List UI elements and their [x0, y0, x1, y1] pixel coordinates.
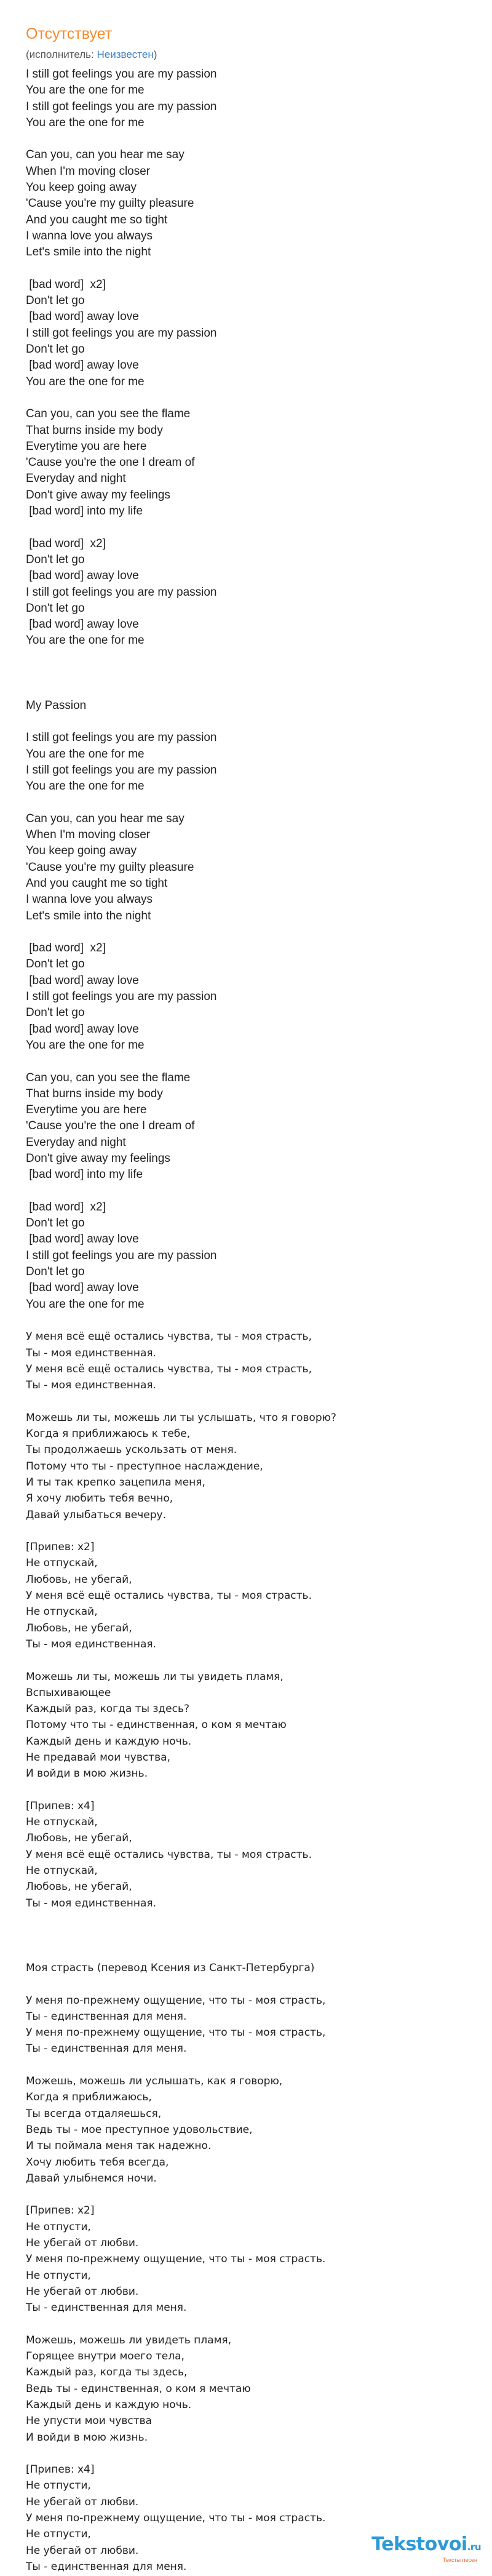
lyrics-stanza: [26, 940, 466, 1054]
lyric-line: You are the one for me: [26, 375, 145, 388]
lyric-line: Let's smile into the night: [26, 909, 151, 922]
lyric-line: You are the one for me: [26, 84, 145, 97]
lyric-line: У меня по-прежнему ощущение, что ты - моя страсть,: [26, 2026, 326, 2039]
lyric-line: У меня всё ещё остались чувства, ты - моя страсть,: [26, 1362, 312, 1375]
lyric-line: Потому что ты - единственная, о ком я мечтаю: [26, 1719, 287, 1732]
lyric-line: Let's smile into the night: [26, 246, 151, 259]
lyric-line: [Припев: x2]: [26, 2204, 95, 2217]
lyric-line: Не убегай от любви.: [26, 2495, 139, 2508]
lyric-line: Don't let go: [26, 1265, 85, 1279]
lyric-line: Everyday and night: [26, 1135, 126, 1149]
lyric-line: I still got feelings you are my passion: [26, 100, 217, 113]
lyric-line: Can you, can you see the flame: [26, 1071, 191, 1084]
lyric-line: I still got feelings you are my passion: [26, 68, 217, 81]
lyric-line: Ты - моя единственная.: [26, 1897, 156, 1910]
artist-line: [26, 48, 466, 62]
lyric-line: I wanna love you always: [26, 893, 153, 906]
lyric-line: You are the one for me: [26, 1297, 145, 1311]
lyric-line: Don't let go: [26, 343, 85, 356]
lyric-line: Don't give away my feelings: [26, 1152, 170, 1165]
lyric-line: You are the one for me: [26, 634, 145, 647]
lyric-line: [bad word] away love: [26, 974, 139, 987]
lyrics-stanza: [26, 1539, 466, 1652]
lyric-line: [Припев: x2]: [26, 1541, 95, 1554]
lyric-line: Горящее внутри моего тела,: [26, 2350, 184, 2363]
artist-prefix: (исполнитель:: [26, 49, 97, 60]
lyrics-body: [0, 66, 492, 2575]
lyric-line: Не отпускай,: [26, 1557, 98, 1570]
lyric-line: [bad word] away love: [26, 1281, 139, 1295]
lyric-line: Можешь ли ты, можешь ли ты увидеть пламя,: [26, 1670, 284, 1683]
lyric-line: И войди в мою жизнь.: [26, 1767, 148, 1780]
lyric-line: And you caught me so tight: [26, 213, 168, 226]
lyric-line: [bad word] away love: [26, 310, 139, 324]
lyric-line: That burns inside my body: [26, 1087, 163, 1100]
lyrics-stanza: [26, 1329, 466, 1393]
lyrics-section-second: [26, 730, 466, 1911]
lyric-line: Любовь, не убегай,: [26, 1832, 132, 1845]
logo-tagline: Тексты песен: [443, 2557, 477, 2563]
lyric-line: Ты продолжаешь ускользать от меня.: [26, 1444, 237, 1457]
lyric-line: [bad word] x2]: [26, 537, 106, 550]
lyrics-stanza: [26, 1199, 466, 1313]
lyric-line: У меня всё ещё остались чувства, ты - моя страсть.: [26, 1848, 312, 1861]
lyric-line: Потому что ты - преступное наслаждение,: [26, 1460, 263, 1473]
lyric-line: Не убегай от любви.: [26, 2237, 139, 2249]
lyric-line: И ты поймала меня так надежно.: [26, 2140, 212, 2153]
lyrics-stanza: [26, 66, 466, 131]
lyric-line: Everytime you are here: [26, 1103, 147, 1117]
lyrics-stanza: [26, 536, 466, 649]
lyric-line: Ты - моя единственная.: [26, 1638, 156, 1650]
lyric-line: When I'm moving closer: [26, 164, 151, 178]
lyric-line: Ты - единственная для меня.: [26, 2560, 187, 2573]
lyric-line: Ты - моя единственная.: [26, 1379, 156, 1392]
lyric-line: 'Cause you're the one I dream of: [26, 1119, 195, 1133]
lyric-line: Вспыхивающее: [26, 1686, 111, 1699]
lyric-line: Не отпускай,: [26, 1816, 98, 1829]
lyric-line: [bad word] into my life: [26, 505, 143, 518]
lyric-line: Любовь, не убегай,: [26, 1881, 132, 1894]
lyric-line: Ты всегда отдаляешься,: [26, 2107, 162, 2120]
lyric-line: Любовь, не убегай,: [26, 1573, 132, 1586]
lyrics-stanza: [26, 1669, 466, 1782]
lyric-line: Когда я приближаюсь,: [26, 2091, 152, 2104]
lyrics-stanza: [26, 1410, 466, 1523]
lyric-line: [bad word] away love: [26, 618, 139, 631]
lyric-line: И ты так крепко зацепила меня,: [26, 1476, 205, 1489]
lyrics-stanza: [26, 1993, 466, 2057]
lyric-line: Не убегай от любви.: [26, 2544, 139, 2557]
lyric-line: Каждый раз, когда ты здесь,: [26, 2366, 188, 2379]
lyric-line: Ведь ты - единственная, о ком я мечтаю: [26, 2382, 251, 2395]
lyrics-stanza: [26, 730, 466, 794]
lyrics-stanza: [26, 2073, 466, 2186]
lyric-line: У меня по-прежнему ощущение, что ты - моя страсть.: [26, 2512, 326, 2525]
lyric-line: Хочу любить тебя всегда,: [26, 2156, 169, 2169]
lyrics-section-original: [26, 66, 466, 649]
lyrics-stanza: [26, 811, 466, 924]
lyrics-stanza: [26, 2332, 466, 2446]
lyric-line: [bad word] x2]: [26, 278, 106, 291]
lyric-line: Когда я приближаюсь к тебе,: [26, 1428, 191, 1441]
lyric-line: [bad word] away love: [26, 1022, 139, 1036]
lyric-line: Давай улыбнемся ночи.: [26, 2172, 157, 2185]
lyric-line: Can you, can you hear me say: [26, 148, 184, 162]
third-section-title: Моя страсть (перевод Ксения из Санкт-Петербурга): [26, 1961, 315, 1974]
lyric-line: That burns inside my body: [26, 423, 163, 437]
lyric-line: 'Cause you're my guilty pleasure: [26, 197, 194, 210]
lyric-line: Can you, can you hear me say: [26, 812, 184, 825]
lyric-line: I still got feelings you are my passion: [26, 990, 217, 1004]
lyric-line: You are the one for me: [26, 116, 145, 129]
lyric-line: У меня по-прежнему ощущение, что ты - моя страсть.: [26, 2253, 326, 2266]
lyrics-stanza: [26, 147, 466, 260]
lyric-line: Не отпусти,: [26, 2220, 91, 2233]
lyric-line: You keep going away: [26, 181, 137, 194]
lyric-line: I still got feelings you are my passion: [26, 763, 217, 777]
lyric-line: Ты - единственная для меня.: [26, 2302, 187, 2314]
lyrics-stanza: [26, 277, 466, 390]
artist-suffix: ): [153, 49, 157, 60]
lyric-line: Каждый раз, когда ты здесь?: [26, 1703, 190, 1716]
lyric-line: Don't let go: [26, 1006, 85, 1020]
lyric-line: Не отпусти,: [26, 2528, 91, 2541]
song-title: Отсутствует: [26, 25, 113, 42]
lyric-line: Everyday and night: [26, 472, 126, 486]
lyrics-stanza: [26, 1070, 466, 1183]
lyric-line: You are the one for me: [26, 780, 145, 793]
lyric-line: Don't let go: [26, 958, 85, 971]
lyric-line: У меня по-прежнему ощущение, что ты - моя страсть,: [26, 1994, 326, 2007]
lyric-line: 'Cause you're the one I dream of: [26, 456, 195, 470]
lyric-line: Не отпусти,: [26, 2479, 91, 2492]
song-header: [0, 0, 492, 62]
lyric-line: Не отпускай,: [26, 1606, 98, 1618]
lyric-line: Любовь, не убегай,: [26, 1622, 132, 1634]
lyric-line: And you caught me so tight: [26, 876, 168, 890]
logo-name: [371, 2535, 481, 2557]
lyric-line: Can you, can you see the flame: [26, 407, 191, 421]
lyric-line: [bad word] away love: [26, 569, 139, 583]
lyric-line: [bad word] into my life: [26, 1168, 143, 1182]
lyric-line: Don't give away my feelings: [26, 488, 170, 502]
lyric-line: You are the one for me: [26, 1038, 145, 1052]
lyric-line: [Припев: x4]: [26, 1799, 95, 1812]
lyric-line: Не упусти мои чувства: [26, 2415, 153, 2428]
lyric-line: У меня всё ещё остались чувства, ты - моя страсть,: [26, 1330, 312, 1343]
site-logo[interactable]: [371, 2535, 481, 2564]
lyric-line: Можешь, можешь ли услышать, как я говорю,: [26, 2075, 283, 2088]
artist-link[interactable]: Неизвестен: [97, 49, 154, 60]
lyric-line: When I'm moving closer: [26, 828, 151, 842]
lyric-line: [Припев: x4]: [26, 2463, 95, 2476]
lyric-line: Не предавай мои чувства,: [26, 1751, 170, 1764]
lyric-line: Не отпускай,: [26, 1865, 98, 1878]
lyric-line: Don't let go: [26, 1217, 85, 1230]
lyric-line: Каждый день и каждую ночь.: [26, 2398, 192, 2411]
lyric-line: 'Cause you're my guilty pleasure: [26, 860, 194, 874]
lyric-line: You keep going away: [26, 844, 137, 858]
lyric-line: [bad word] x2]: [26, 1200, 106, 1214]
lyrics-stanza: [26, 2202, 466, 2316]
lyric-line: I still got feelings you are my passion: [26, 731, 217, 745]
lyric-line: Everytime you are here: [26, 439, 147, 453]
lyric-line: Don't let go: [26, 601, 85, 615]
lyric-line: У меня всё ещё остались чувства, ты - моя страсть.: [26, 1590, 312, 1602]
lyric-line: Можешь, можешь ли увидеть пламя,: [26, 2334, 232, 2346]
lyric-line: I still got feelings you are my passion: [26, 326, 217, 340]
lyric-line: [bad word] away love: [26, 359, 139, 372]
lyric-line: I wanna love you always: [26, 229, 153, 242]
logo-tld: .ru: [467, 2542, 481, 2553]
lyric-line: Ты - моя единственная.: [26, 1346, 156, 1359]
lyric-line: [bad word] away love: [26, 1233, 139, 1246]
lyric-line: Ты - единственная для меня.: [26, 2042, 187, 2055]
lyric-line: Давай улыбаться вечеру.: [26, 1508, 166, 1521]
lyric-line: You are the one for me: [26, 747, 145, 761]
lyrics-stanza: [26, 1798, 466, 1911]
lyric-line: И войди в мою жизнь.: [26, 2431, 148, 2444]
lyrics-section-third: [26, 1993, 466, 2575]
lyric-line: Don't let go: [26, 553, 85, 566]
second-section-title: My Passion: [26, 698, 87, 712]
lyrics-stanza: [26, 406, 466, 519]
lyric-line: I still got feelings you are my passion: [26, 1249, 217, 1262]
lyric-line: Don't let go: [26, 294, 85, 308]
lyric-line: I still got feelings you are my passion: [26, 585, 217, 599]
lyric-line: Не отпусти,: [26, 2269, 91, 2282]
lyric-line: Я хочу любить тебя вечно,: [26, 1492, 173, 1505]
lyric-line: Ведь ты - мое преступное удовольствие,: [26, 2123, 253, 2136]
lyric-line: [bad word] x2]: [26, 942, 106, 955]
logo-brand: Tekstovoi: [371, 2534, 467, 2555]
lyric-line: Каждый день и каждую ночь.: [26, 1735, 192, 1748]
lyric-line: Можешь ли ты, можешь ли ты услышать, что я говорю?: [26, 1411, 336, 1424]
lyric-line: Ты - единственная для меня.: [26, 2010, 187, 2023]
lyric-line: Не убегай от любви.: [26, 2285, 139, 2298]
